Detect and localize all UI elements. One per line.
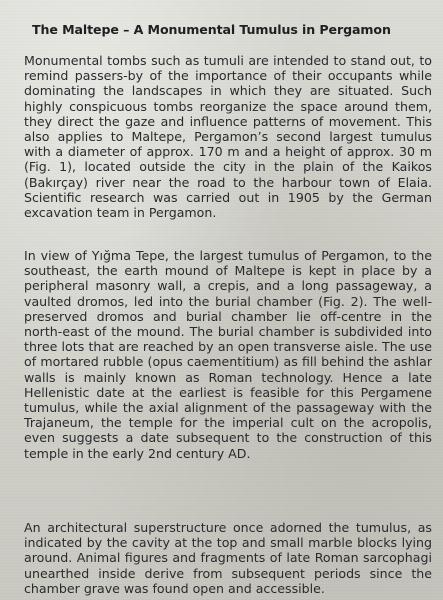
sign-title: The Maltepe – A Monumental Tumulus in Pergamon <box>32 22 391 37</box>
paragraph-superstructure: An architectural superstructure once adorned the tumulus, as indicated by the cavity at the top and small marble blocks lying around. Animal figures and fragments of late Roman sarcophagi unearthed inside derive from subsequent periods since the chamber grave was found open and accessible. <box>24 520 432 596</box>
paragraph-introduction: Monumental tombs such as tumuli are intended to stand out, to remind passers-by of the importance of their occupants while dominating the landscapes in which they are situated. Such highly conspicuous tombs reorganize the space around them, they direct the gaze and influence patterns of movement. This also applies to Maltepe, Pergamon’s second largest tumulus with a diameter of approx. 170 m and a height of approx. 30 m (Fig. 1), located outside the city in the plain of the Kaikos (Bakırçay) river near the road to the harbour town of Elaia. Scientific research was carried out in 1905 by the German excavation team in Pergamon. <box>24 53 432 221</box>
paragraph-architecture: In view of Yığma Tepe, the largest tumulus of Pergamon, to the southeast, the earth mound of Maltepe is kept in place by a peripheral masonry wall, a crepis, and a long passageway, a vaulted dromos, led into the burial chamber (Fig. 2). The well-preserved dromos and burial chamber lie off-centre in the north-east of the mound. The burial chamber is subdivided into three lots that are reached by an open transverse aisle. The use of mortared rubble (opus caementitium) as fill behind the ashlar walls is mainly known as Roman technology. Hence a late Hellenistic date at the earliest is feasible for this Pergamene tumulus, while the axial alignment of the passageway with the Trajaneum, the temple for the imperial cult on the acropolis, even suggests a date subsequent to the construction of this temple in the early 2nd century AD. <box>24 248 432 461</box>
